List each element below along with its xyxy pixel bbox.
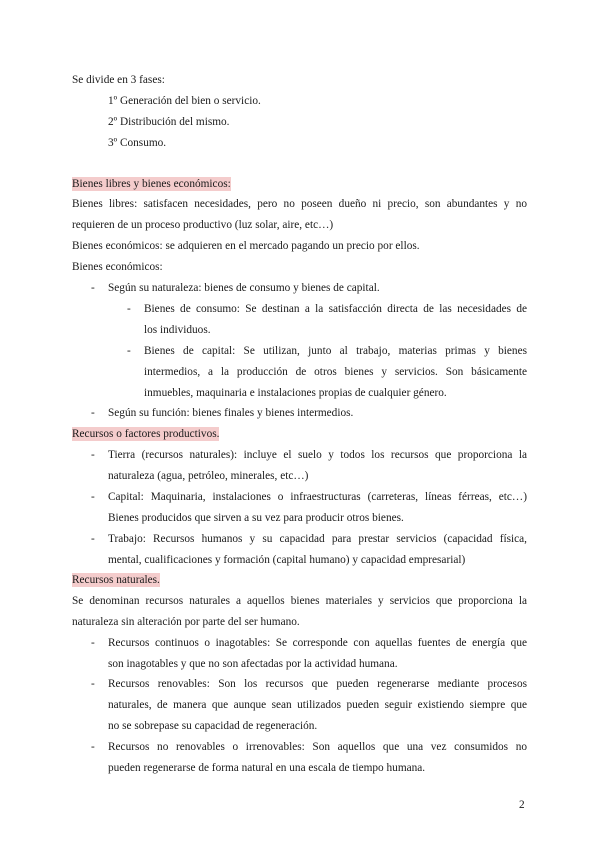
bienes-libres-line-2: requieren de un proceso productivo (luz solar, aire, etc…) — [72, 219, 334, 231]
bullet-dash: - — [91, 637, 95, 649]
bienes-libres-line-1: Bienes libres: satisfacen necesidades, pero no poseen dueño ni precio, son abundantes y no — [72, 198, 527, 210]
bullet-dash: - — [127, 303, 131, 315]
naturales-def-line-2: naturaleza sin alteración por parte del ser humano. — [72, 616, 300, 628]
bullet-dash: - — [91, 282, 95, 294]
bienes-consumo-line-2: los individuos. — [144, 324, 211, 336]
bullet-dash: - — [91, 449, 95, 461]
bullet-dash: - — [91, 741, 95, 753]
bullet-dash: - — [91, 491, 95, 503]
renovables-line-3: no se sobrepase su capacidad de regeneración. — [108, 720, 318, 732]
continuos-line-1: Recursos continuos o inagotables: Se corresponde con aquellas fuentes de energía que — [108, 637, 527, 649]
section-heading-bienes: Bienes libres y bienes económicos: — [72, 178, 231, 190]
capital-line-1: Capital: Maquinaria, instalaciones o infraestructuras (carreteras, líneas férreas, etc…) — [108, 491, 527, 503]
phase-2: 2º Distribución del mismo. — [108, 116, 230, 128]
bullet-dash: - — [127, 345, 131, 357]
section-heading-naturales: Recursos naturales. — [72, 574, 160, 586]
phase-1: 1º Generación del bien o servicio. — [108, 95, 261, 107]
bienes-economicos-label: Bienes económicos: — [72, 261, 163, 273]
phase-3: 3º Consumo. — [108, 137, 167, 149]
bullet-dash: - — [91, 407, 95, 419]
bullet-dash: - — [91, 533, 95, 545]
bienes-capital-line-2: intermedios, a la producción de otros bienes y servicios. Son básicamente — [144, 366, 527, 378]
bienes-capital-line-3: inmuebles, maquinaria e instalaciones propias de cualquier género. — [144, 387, 447, 399]
segun-naturaleza: Según su naturaleza: bienes de consumo y bienes de capital. — [108, 282, 380, 294]
capital-line-2: Bienes producidos que sirven a su vez para producir otros bienes. — [108, 512, 404, 524]
segun-funcion: Según su función: bienes finales y bienes intermedios. — [108, 407, 354, 419]
tierra-line-1: Tierra (recursos naturales): incluye el suelo y todos los recursos que proporciona la — [108, 449, 527, 461]
no-renovables-line-2: pueden regenerarse de forma natural en una escala de tiempo humana. — [108, 762, 426, 774]
intro-line: Se divide en 3 fases: — [72, 74, 165, 86]
trabajo-line-1: Trabajo: Recursos humanos y su capacidad para prestar servicios (capacidad física, — [108, 533, 527, 545]
no-renovables-line-1: Recursos no renovables o irrenovables: Son aquellos que una vez consumidos no — [108, 741, 527, 753]
bienes-consumo-line-1: Bienes de consumo: Se destinan a la satisfacción directa de las necesidades de — [144, 303, 527, 315]
naturales-def-line-1: Se denominan recursos naturales a aquellos bienes materiales y servicios que proporciona la — [72, 595, 527, 607]
bullet-dash: - — [91, 678, 95, 690]
trabajo-line-2: mental, cualificaciones y formación (capital humano) y capacidad empresarial) — [108, 554, 466, 566]
page-number: 2 — [519, 799, 525, 811]
renovables-line-2: naturales, de manera que aunque sean utilizados pueden seguir existiendo siempre que — [108, 699, 527, 711]
continuos-line-2: son inagotables y que no son afectadas por la actividad humana. — [108, 658, 398, 670]
tierra-line-2: naturaleza (agua, petróleo, minerales, etc…) — [108, 470, 309, 482]
bienes-economicos-def: Bienes económicos: se adquieren en el mercado pagando un precio por ellos. — [72, 240, 420, 252]
section-heading-recursos: Recursos o factores productivos. — [72, 428, 220, 440]
renovables-line-1: Recursos renovables: Son los recursos que pueden regenerarse mediante procesos — [108, 678, 527, 690]
bienes-capital-line-1: Bienes de capital: Se utilizan, junto al trabajo, materias primas y bienes — [144, 345, 527, 357]
